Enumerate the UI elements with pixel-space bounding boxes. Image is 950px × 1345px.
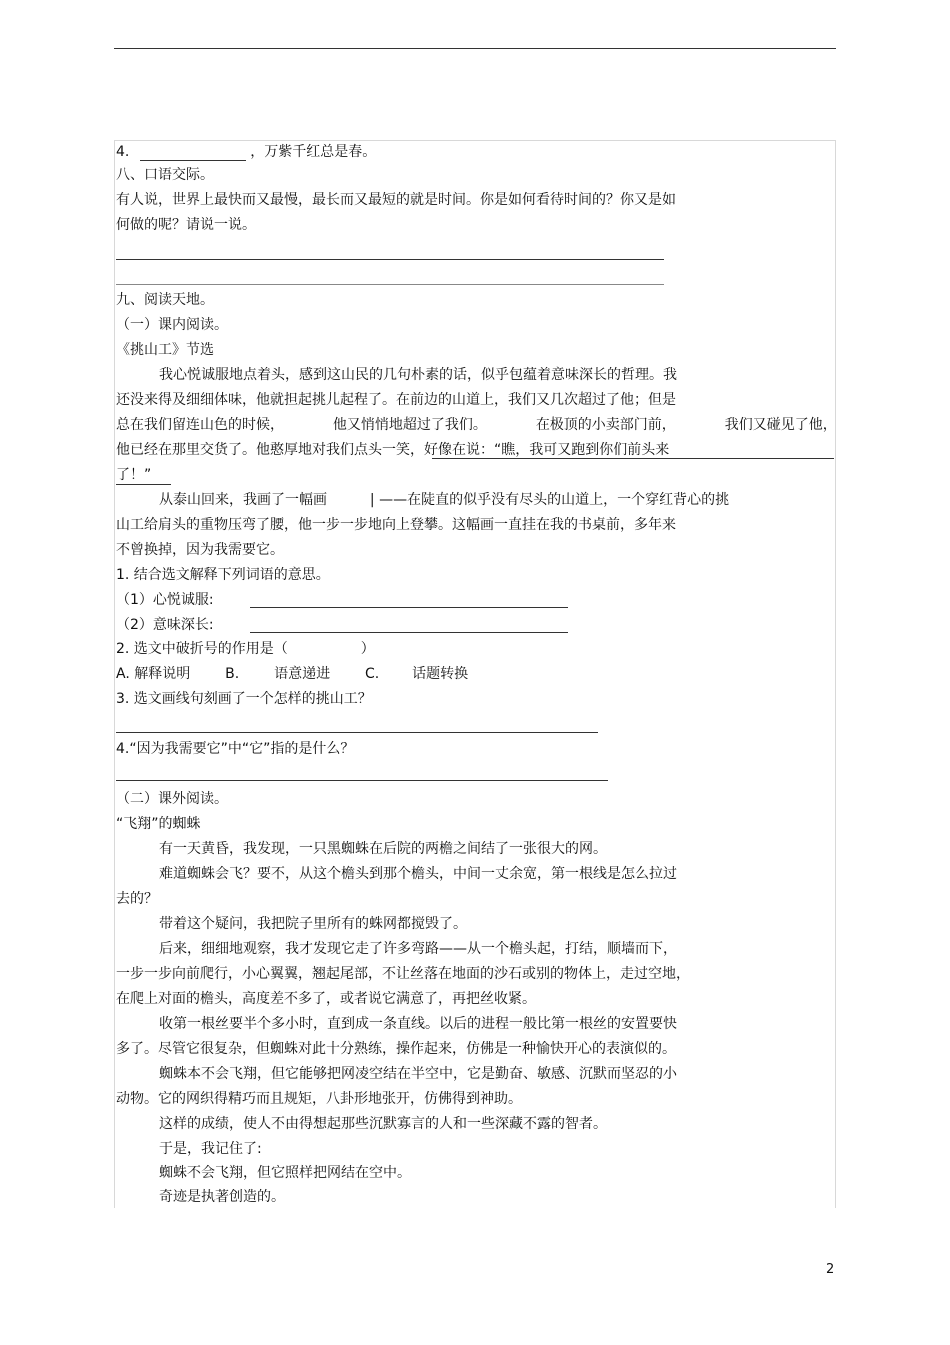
passage2-line: 在爬上对面的檐头，高度差不多了，或者说它满意了，再把丝收紧。 <box>116 991 536 1007</box>
passage2-line: 收第一根丝要半个多小时，直到成一条直线。以后的进程一般比第一根丝的安置要快 <box>159 1016 677 1032</box>
passage1-line: 不曾换掉，因为我需要它。 <box>116 542 284 558</box>
question-2-text: 2. 选文中破折号的作用是（ <box>116 641 288 657</box>
section8-prompt-line1: 有人说，世界上最快而又最慢，最长而又最短的就是时间。你是如何看待时间的？你又是如 <box>116 192 676 208</box>
passage1-line: 我心悦诚服地点着头，感到这山民的几句朴素的话，似乎包蕴着意味深长的哲理。我 <box>159 367 677 383</box>
passage1-segment: | ——在陡直的似乎没有尽头的山道上，一个穿红背心的挑 <box>369 492 730 508</box>
passage1-line: 还没来得及细细体味，他就担起挑儿起程了。在前边的山道上，我们又几次超过了他；但是 <box>116 392 676 408</box>
passage2-line: 动物。它的网织得精巧而且规矩，八卦形地张开，仿佛得到神助。 <box>116 1091 522 1107</box>
passage2-line: 于是，我记住了: <box>159 1141 262 1157</box>
fill-question-4 <box>116 143 376 161</box>
passage1-line <box>159 491 729 509</box>
section8-prompt-line2: 何做的呢？请说一说。 <box>116 217 256 233</box>
passage2-title: “飞翔”的蜘蛛 <box>116 816 201 832</box>
answer-line[interactable] <box>116 780 608 781</box>
table-border-right <box>835 140 836 1208</box>
passage1-segment: 在极顶的小卖部门前， <box>535 417 676 433</box>
passage1-line: 他已经在那里交货了。他憨厚地对我们点头一笑，好像在说：“瞧，我可又跑到你们前头来 <box>116 442 670 458</box>
section8-heading: 八、口语交际。 <box>116 167 214 183</box>
passage2-line: 一步一步向前爬行，小心翼翼，翘起尾部，不让丝落在地面的沙石或别的物体上，走过空地， <box>116 966 690 982</box>
passage2-line: 有一天黄昏，我发现，一只黑蜘蛛在后院的两檐之间结了一张很大的网。 <box>159 841 607 857</box>
passage1-segment: 他又悄悄地超过了我们。 <box>332 417 487 433</box>
answer-line[interactable] <box>116 732 598 733</box>
option-b: B. <box>225 666 240 682</box>
question-number: 4. <box>116 144 130 160</box>
question-3: 3. 选文画线句刻画了一个怎样的挑山工？ <box>116 691 372 707</box>
question-2-close: ） <box>360 641 375 657</box>
passage2-line: 蜘蛛不会飞翔，但它照样把网结在空中。 <box>159 1165 411 1181</box>
passage2-line: 这样的成绩，使人不由得想起那些沉默寡言的人和一些深藏不露的智者。 <box>159 1116 607 1132</box>
passage1-title: 《挑山工》节选 <box>116 342 214 358</box>
underline-mark <box>116 484 171 485</box>
passage2-line: 多了。尽管它很复杂，但蜘蛛对此十分熟练，操作起来，仿佛是一种愉快开心的表演似的。 <box>116 1041 676 1057</box>
question-2 <box>116 640 375 658</box>
question-1b: （2）意味深长: <box>116 617 214 633</box>
question-1: 1. 结合选文解释下列词语的意思。 <box>116 567 330 583</box>
header-rule <box>114 48 836 49</box>
answer-line[interactable] <box>116 259 664 260</box>
passage1-line: 了！” <box>116 467 152 483</box>
answer-line[interactable] <box>250 607 568 608</box>
answer-line[interactable] <box>250 632 568 633</box>
passage2-line: 奇迹是执著创造的。 <box>159 1189 285 1205</box>
passage1-line: 山工给肩头的重物压弯了腰，他一步一步地向上登攀。这幅画一直挂在我的书桌前，多年来 <box>116 517 676 533</box>
option-c: C. <box>365 666 380 682</box>
underline-mark <box>432 458 834 459</box>
question-4: 4.“因为我需要它”中“它”指的是什么？ <box>116 741 355 757</box>
page-number: 2 <box>826 1262 835 1277</box>
answer-blank[interactable] <box>140 146 246 161</box>
passage1-segment: 总在我们留连山色的时候， <box>116 417 284 433</box>
passage1-line <box>116 416 837 434</box>
part2-heading: （二）课外阅读。 <box>116 791 228 807</box>
question-text: ，万紫千红总是春。 <box>250 144 377 160</box>
section9-heading: 九、阅读天地。 <box>116 292 214 308</box>
option-c-text: 话题转换 <box>412 666 469 682</box>
answer-line[interactable] <box>116 284 664 285</box>
table-border-left <box>114 140 115 1208</box>
passage2-line: 带着这个疑问，我把院子里所有的蛛网都搅毁了。 <box>159 916 467 932</box>
passage2-line: 难道蜘蛛会飞？要不，从这个檐头到那个檐头，中间一丈余宽，第一根线是怎么拉过 <box>159 866 677 882</box>
passage2-line: 去的？ <box>116 891 158 907</box>
table-border-top <box>114 140 836 141</box>
part1-heading: （一）课内阅读。 <box>116 317 228 333</box>
passage1-segment: 我们又碰见了他， <box>724 417 837 433</box>
question-2-options <box>116 665 468 683</box>
passage2-line: 后来，细细地观察，我才发现它走了许多弯路——从一个檐头起，打结，顺墙而下， <box>159 941 677 957</box>
option-b-text: 语意递进 <box>274 666 331 682</box>
passage2-line: 蜘蛛本不会飞翔，但它能够把网凌空结在半空中，它是勤奋、敏感、沉默而坚忍的小 <box>159 1066 677 1082</box>
question-1a: （1）心悦诚服: <box>116 592 214 608</box>
option-a: A. 解释说明 <box>116 666 191 682</box>
passage1-segment: 从泰山回来，我画了一幅画 <box>159 492 327 508</box>
